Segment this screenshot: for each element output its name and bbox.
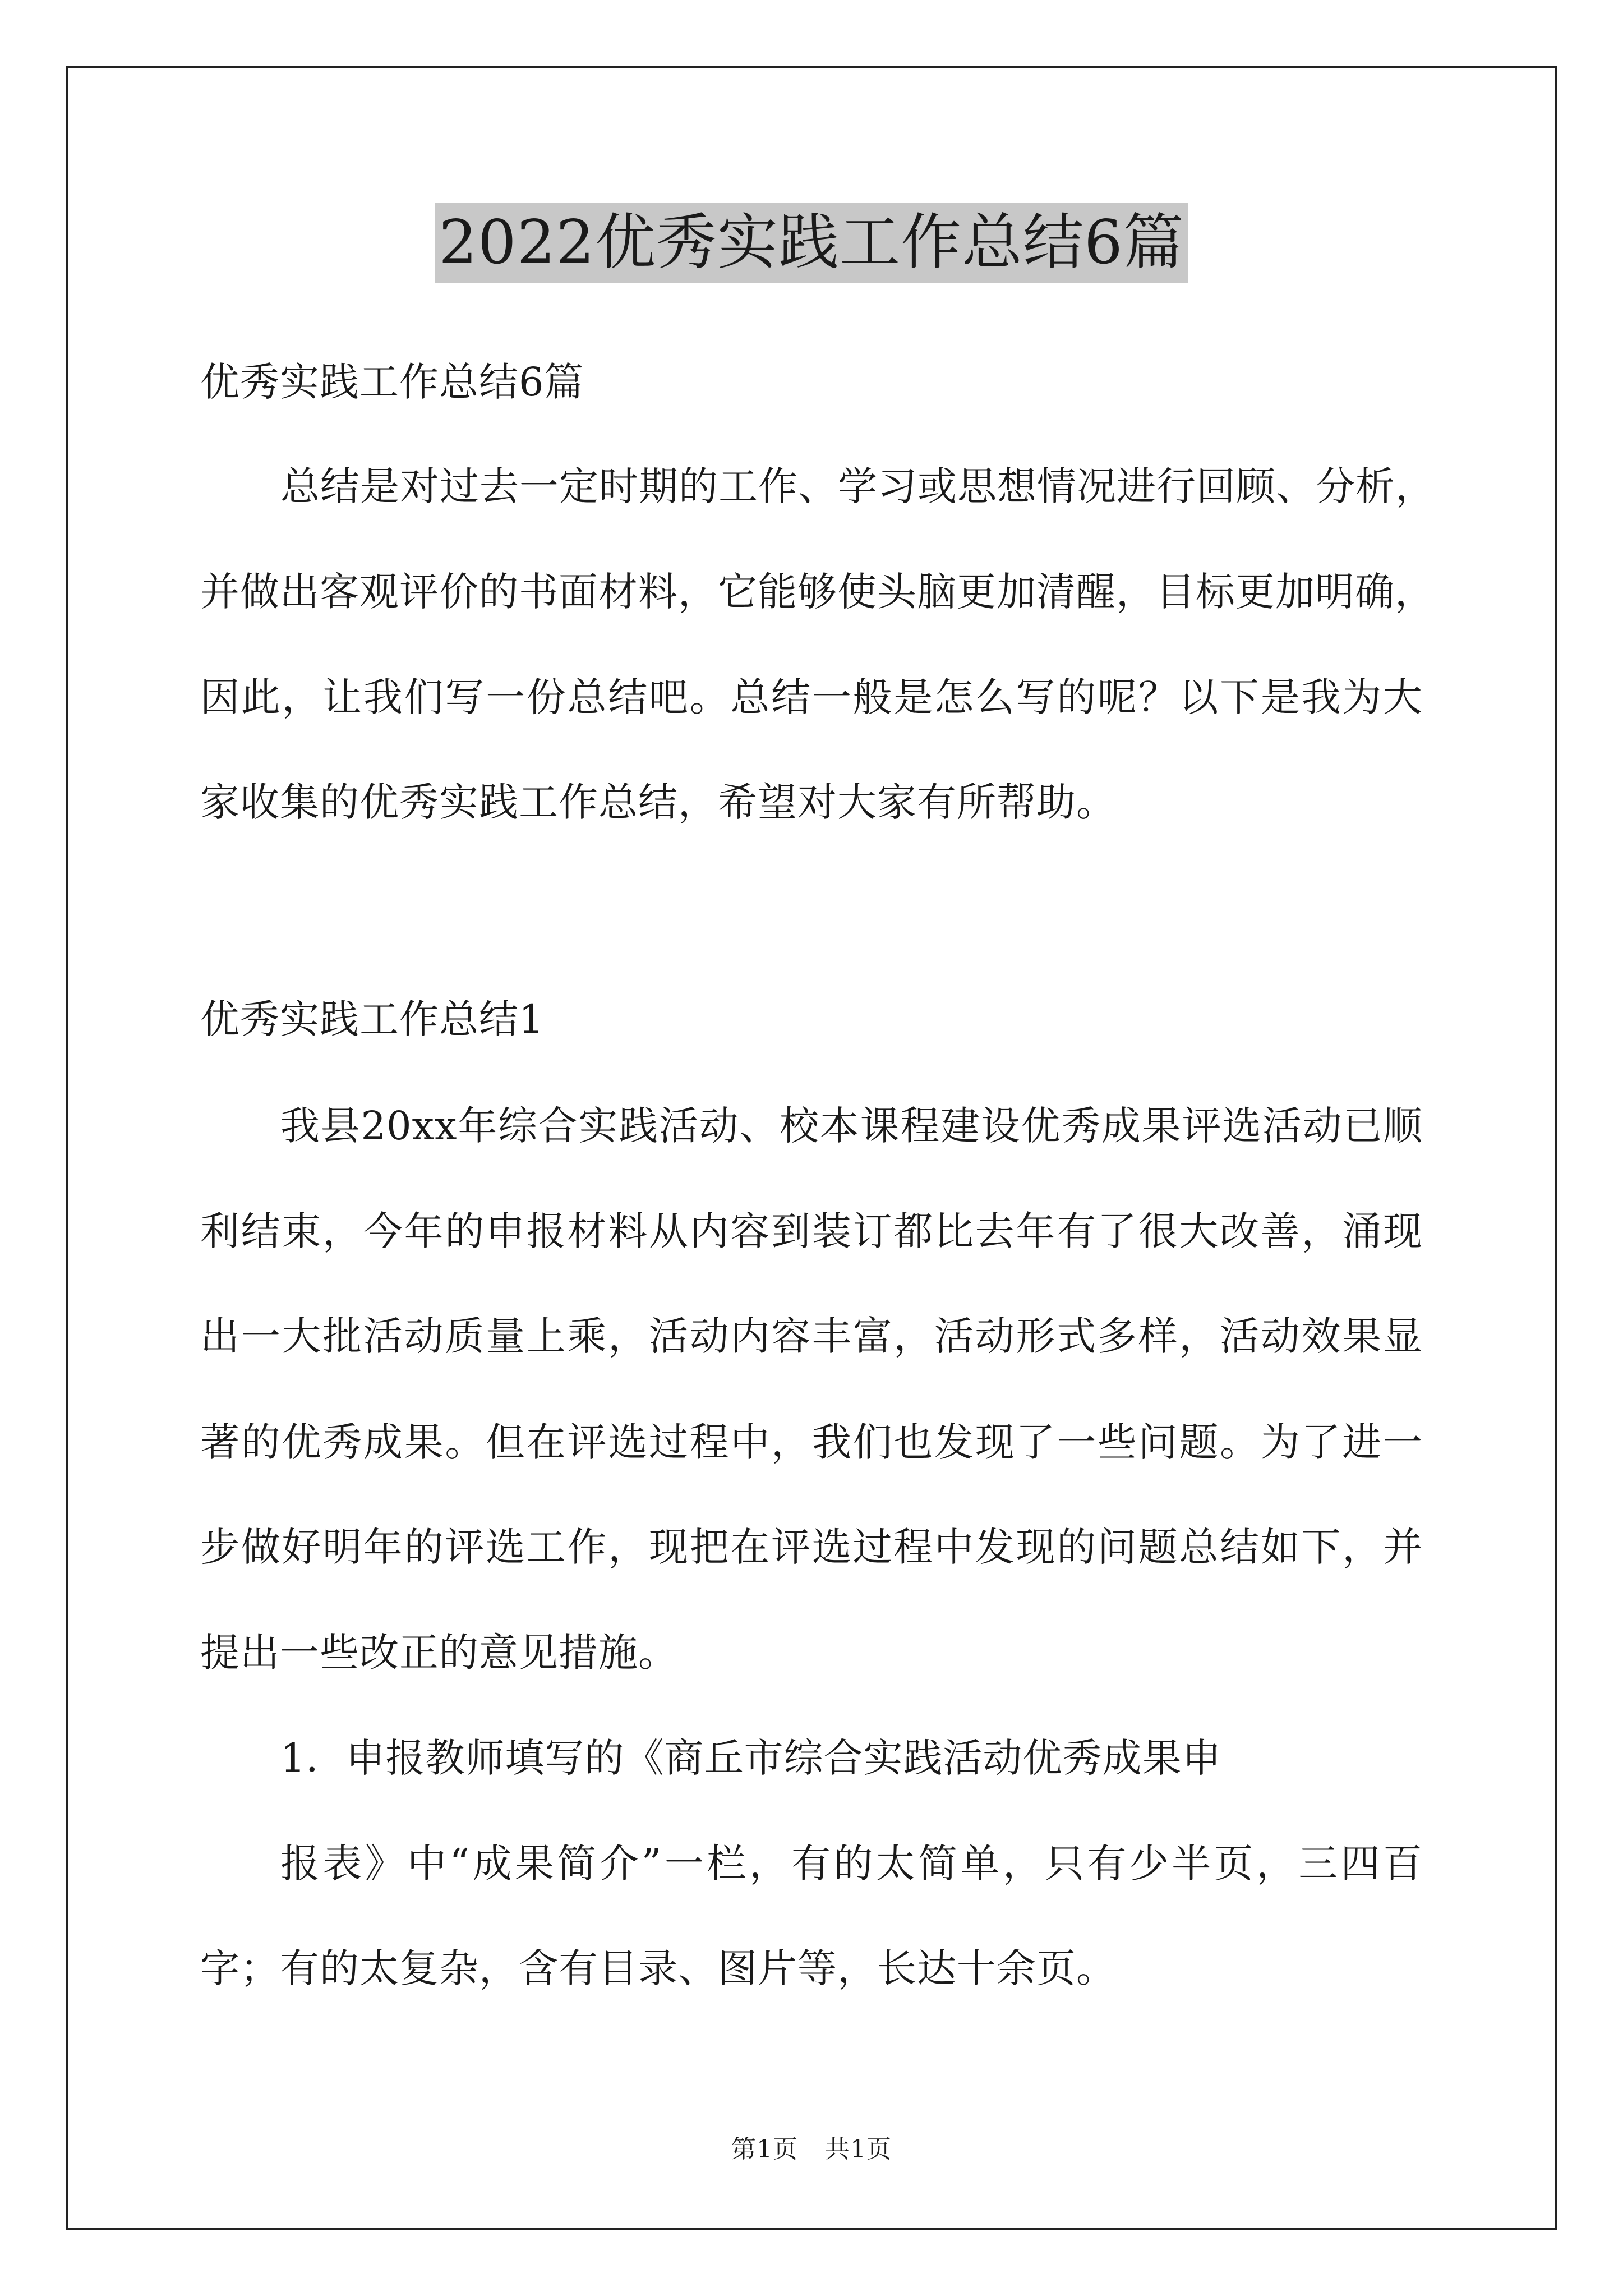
- section1-heading: 优秀实践工作总结1: [200, 996, 545, 1042]
- section1-line-5: 步做好明年的评选工作，现把在评选过程中发现的问题总结如下，并: [200, 1524, 1423, 1570]
- intro-line-1: 总结是对过去一定时期的工作、学习或思想情况进行回顾、分析，: [280, 463, 1435, 509]
- section1-line-3: 出一大批活动质量上乘，活动内容丰富，活动形式多样，活动效果显: [200, 1313, 1423, 1359]
- document-title: 2022优秀实践工作总结6篇: [435, 203, 1188, 283]
- item1-line-3: 字；有的太复杂，含有目录、图片等，长达十余页。: [200, 1945, 1116, 1991]
- section1-line-2: 利结束，今年的申报材料从内容到装订都比去年有了很大改善，涌现: [200, 1208, 1423, 1254]
- item1-line-1: 1．申报教师填写的《商丘市综合实践活动优秀成果申: [280, 1735, 1222, 1781]
- intro-line-3: 因此，让我们写一份总结吧。总结一般是怎么写的呢？以下是我为大: [200, 674, 1423, 720]
- intro-line-4: 家收集的优秀实践工作总结，希望对大家有所帮助。: [200, 779, 1116, 825]
- section1-line-4: 著的优秀成果。但在评选过程中，我们也发现了一些问题。为了进一: [200, 1419, 1423, 1465]
- page-number-current: 第1页: [731, 2135, 798, 2164]
- page-number-total: 共1页: [825, 2135, 892, 2164]
- page-footer: [0, 2133, 1623, 2166]
- title-wrap: [0, 203, 1623, 283]
- intro-line-2: 并做出客观评价的书面材料，它能够使头脑更加清醒，目标更加明确，: [200, 569, 1435, 615]
- section1-line-1: 我县20xx年综合实践活动、校本课程建设优秀成果评选活动已顺: [280, 1103, 1423, 1149]
- subtitle: 优秀实践工作总结6篇: [200, 359, 584, 405]
- section1-line-6: 提出一些改正的意见措施。: [200, 1630, 678, 1676]
- item1-line-2: 报表》中“成果简介”一栏，有的太简单，只有少半页，三四百: [280, 1841, 1423, 1887]
